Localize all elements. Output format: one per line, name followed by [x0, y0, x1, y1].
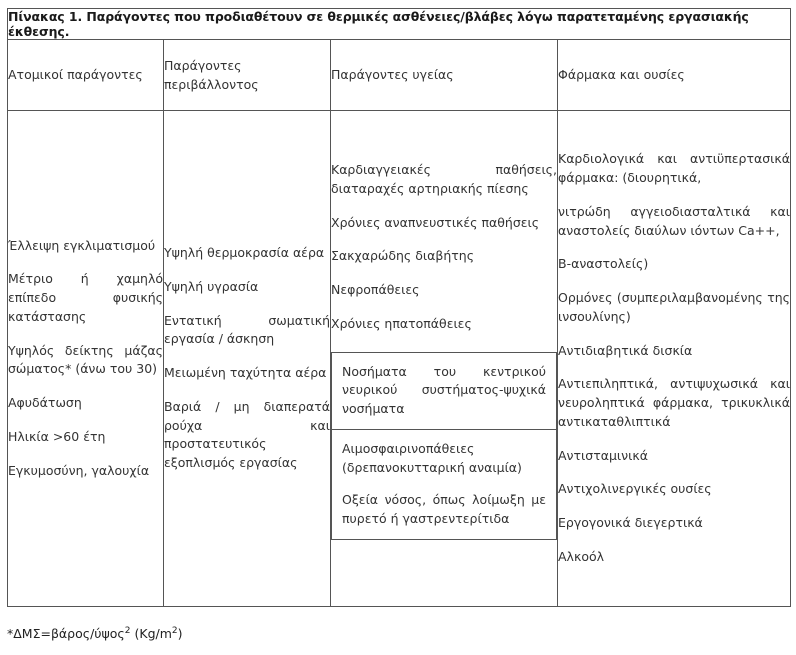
- footnote-exponent-area: 2: [171, 625, 178, 636]
- list-item: Νοσήματα του κεντρικού νευρικού συστήματος-ψυχικά νοσήματα: [342, 363, 546, 417]
- list-item: Βαριά / μη διαπερατά ρούχα και προστατευτικός εξοπλισμός εργασίας: [164, 398, 330, 471]
- list-item: Υψηλή υγρασία: [164, 278, 259, 294]
- list-item: Έλλειψη εγκλιματισμού: [8, 237, 156, 253]
- cell-environmental-factors: [164, 111, 331, 607]
- column-header-personal-factors: Ατομικοί παράγοντες: [8, 40, 164, 111]
- list-item: Χρόνιες αναπνευστικές παθήσεις: [331, 214, 540, 230]
- list-item: Σακχαρώδης διαβήτης: [331, 248, 475, 264]
- list-item: Χρόνιες ηπατοπάθειες: [331, 315, 472, 331]
- list-item: Καρδιολογικά και αντιϋπερτασικά φάρμακα: (διουρητικά,: [558, 151, 790, 186]
- list-item: νιτρώδη αγγειοδιασταλτικά και αναστολείς διαύλων ιόντων Ca++,: [558, 203, 790, 238]
- footnote-exponent-height: 2: [124, 625, 131, 636]
- table-body-row: [8, 111, 791, 607]
- list-item: Νεφροπάθειες: [331, 282, 420, 298]
- list-item: Εντατική σωματική εργασία / άσκηση: [164, 312, 330, 347]
- footnote-middle: (Kg/m: [130, 626, 172, 641]
- list-item: Αντιχολινεργικές ουσίες: [558, 481, 712, 497]
- nested-health-conditions-box: [331, 352, 557, 540]
- cell-drugs-and-substances: [558, 111, 791, 607]
- column-header-health-factors: Παράγοντες υγείας: [331, 40, 558, 111]
- list-item: Αντιδιαβητικά δισκία: [558, 342, 693, 358]
- nested-cell-blood-acute-illness: [332, 429, 556, 539]
- list-item: Υψηλός δείκτης μάζας σώματος* (άνω του 30): [8, 342, 163, 377]
- list-item: Αντιεπιληπτικά, αντιψυχωσικά και νευροληπτικά φάρμακα, τρικυκλικά αντικαταθλιπτικά: [558, 376, 790, 429]
- list-item: Εργογονικά διεγερτικά: [558, 515, 703, 531]
- predisposing-factors-table: [7, 8, 791, 607]
- list-item: Υψηλή θερμοκρασία αέρα: [164, 245, 325, 261]
- list-item: Αντισταμινικά: [558, 447, 648, 463]
- list-item: Μειωμένη ταχύτητα αέρα: [164, 365, 327, 381]
- footnote-prefix: *ΔΜΣ=βάρος/ύψος: [7, 626, 125, 641]
- table-container: [7, 8, 790, 607]
- list-item: Ηλικία >60 έτη: [8, 428, 106, 444]
- column-header-environmental-factors: Παράγοντες περιβάλλοντος: [164, 40, 331, 111]
- list-item: Οξεία νόσος, όπως λοίμωξη με πυρετό ή γαστρεντερίτιδα: [342, 492, 546, 527]
- list-item: Αφυδάτωση: [8, 395, 82, 411]
- list-item: Αιμοσφαιρινοπάθειες (δρεπανοκυτταρική αναιμία): [342, 440, 522, 475]
- cell-personal-factors: [8, 111, 164, 607]
- list-item: Καρδιαγγειακές παθήσεις, διαταραχές αρτηριακής πίεσης: [331, 162, 557, 196]
- list-item: Αλκοόλ: [558, 548, 605, 564]
- table-header-row: [8, 40, 791, 111]
- footnote-suffix: ): [177, 626, 183, 641]
- column-header-drugs-substances: Φάρμακα και ουσίες: [558, 40, 791, 111]
- list-item: Εγκυμοσύνη, γαλουχία: [8, 462, 150, 478]
- list-item: Ορμόνες (συμπεριλαμβανομένης της ινσουλίνης): [558, 290, 790, 324]
- cell-health-factors: [331, 111, 558, 607]
- table-title-row: [8, 9, 791, 40]
- table-footnote: [7, 626, 183, 642]
- nested-cell-nervous-system: [332, 353, 556, 429]
- list-item: Μέτριο ή χαμηλό επίπεδο φυσικής κατάστασης: [8, 271, 163, 324]
- list-item: Β-αναστολείς): [558, 256, 649, 272]
- table-caption: Πίνακας 1. Παράγοντες που προδιαθέτουν σε θερμικές ασθένειες/βλάβες λόγω παρατεταμένης εργασιακής έκθεσης.: [8, 9, 791, 40]
